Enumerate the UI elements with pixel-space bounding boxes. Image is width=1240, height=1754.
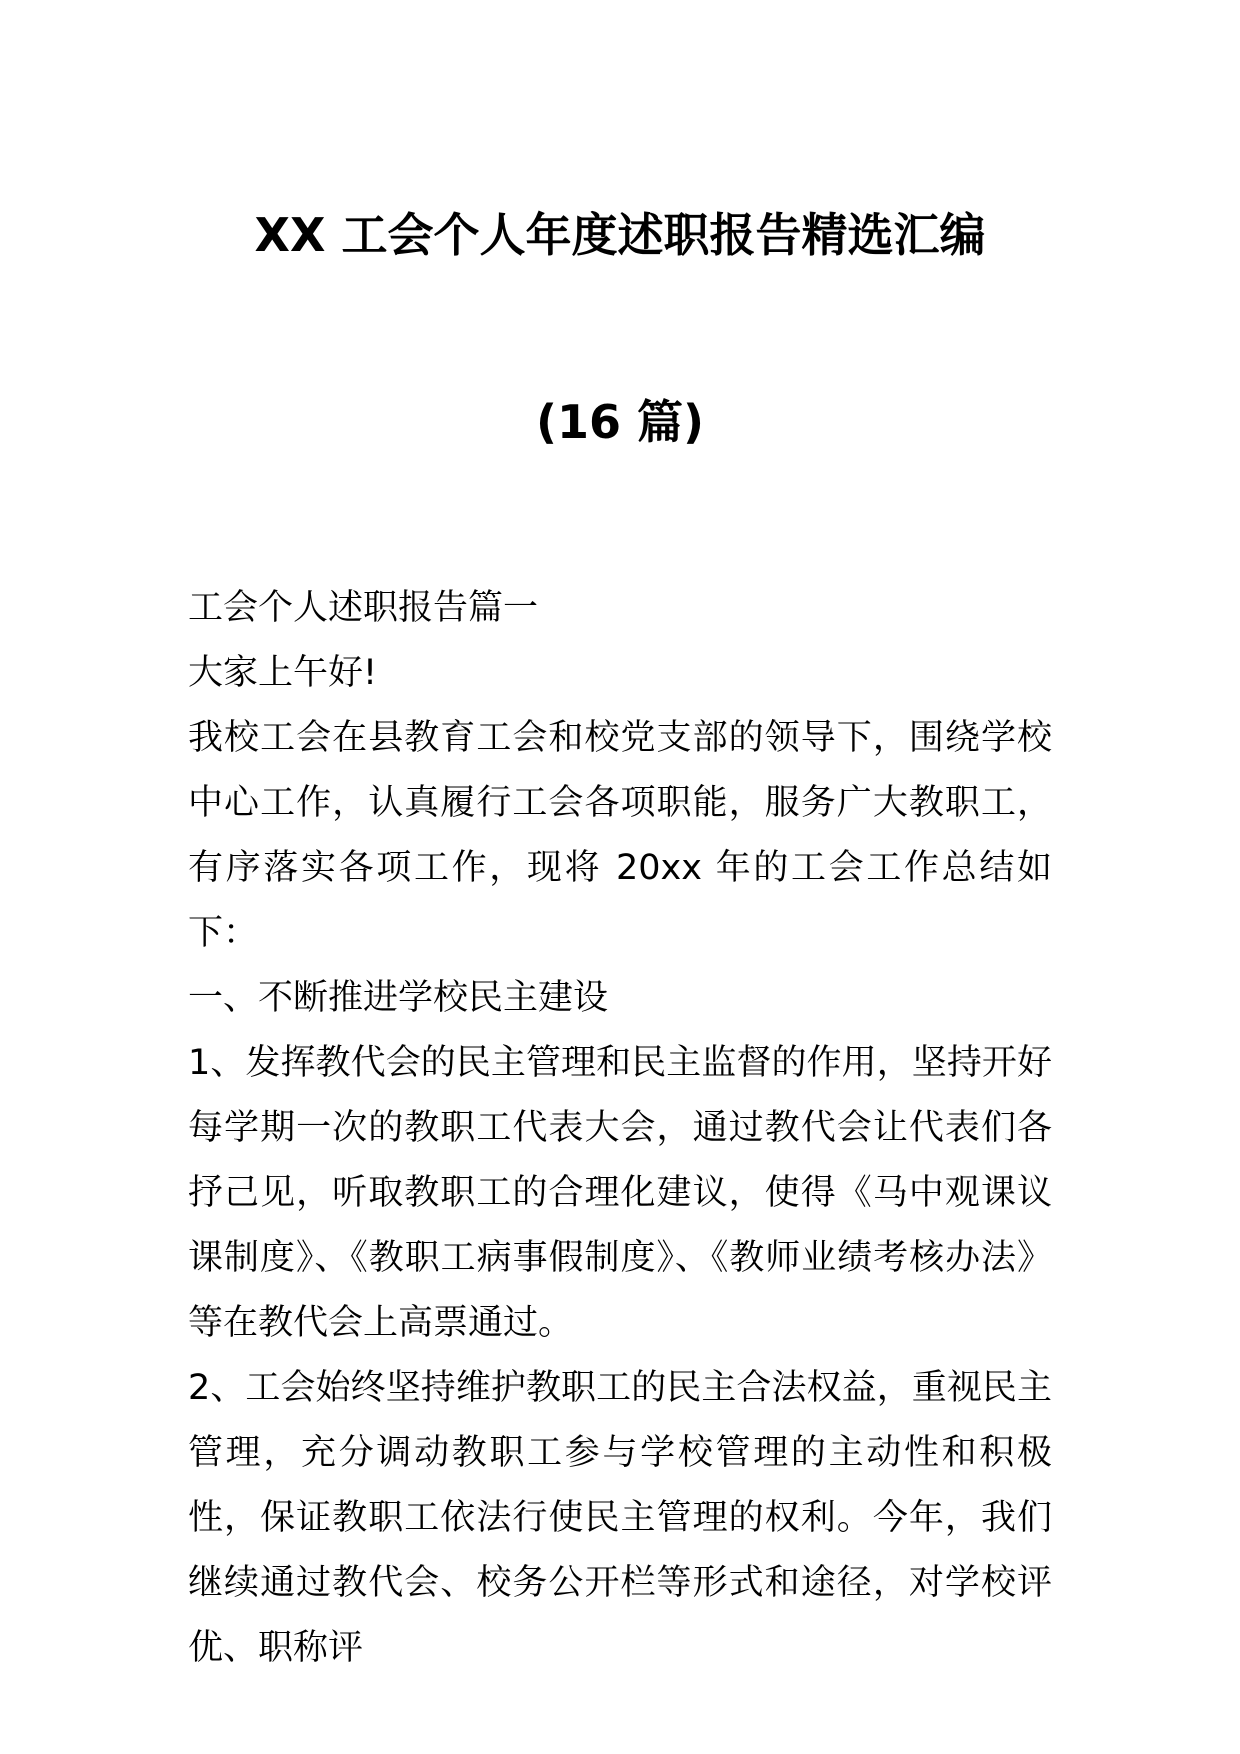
document-body — [188, 576, 1052, 1681]
document-subtitle: (16 篇) — [535, 395, 705, 449]
body-paragraph: 我校工会在县教育工会和校党支部的领导下，围绕学校中心工作，认真履行工会各项职能，服务广大教职工，有序落实各项工作，现将 20xx 年的工会工作总结如下： — [188, 718, 1052, 953]
document-title: XX 工会个人年度述职报告精选汇编 — [254, 208, 986, 262]
section-heading: 工会个人述职报告篇一 — [188, 588, 539, 628]
greeting: 大家上午好! — [188, 653, 378, 693]
body-paragraph: 1、发挥教代会的民主管理和民主监督的作用，坚持开好每学期一次的教职工代表大会，通过教代会让代表们各抒己见，听取教职工的合理化建议，使得《马中观课议课制度》、《教职工病事假制度》、《教师业绩考核办法》等在教代会上高票通过。 — [188, 1043, 1052, 1343]
body-paragraph: 2、工会始终坚持维护教职工的民主合法权益，重视民主管理，充分调动教职工参与学校管理的主动性和积极性，保证教职工依法行使民主管理的权利。今年，我们继续通过教代会、校务公开栏等形式和途径，对学校评优、职称评 — [188, 1368, 1052, 1668]
subsection-heading: 一、不断推进学校民主建设 — [188, 978, 609, 1018]
